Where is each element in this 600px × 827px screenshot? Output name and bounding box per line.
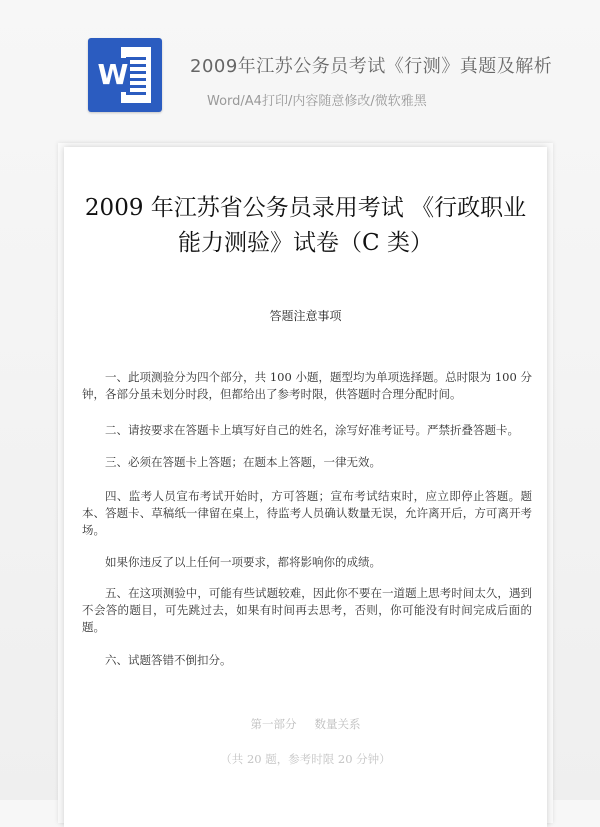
notice-heading: 答题注意事项	[269, 309, 342, 323]
section-heading	[64, 716, 547, 732]
notice-paragraph-4: 四、监考人员宣布考试开始时，方可答题；宣布考试结束时，应立即停止答题。题本、答题卡、草稿纸一律留在桌上，待监考人员确认数量无误，允许离开后，方可离开考场。	[82, 489, 532, 537]
section-name: 数量关系	[314, 717, 361, 731]
notice-paragraph-6: 六、试题答错不倒扣分。	[105, 653, 232, 667]
notice-warning: 如果你违反了以上任何一项要求，都将影响你的成绩。	[105, 555, 381, 569]
notice-paragraph-5: 五、在这项测验中，可能有些试题较难，因此你不要在一道题上思考时间太久，遇到不会答的题目，可先跳过去，如果有时间再去思考，否则，你可能没有时间完成后面的题。	[82, 586, 532, 634]
word-document-icon	[88, 38, 162, 112]
section-part: 第一部分	[250, 717, 297, 731]
word-icon-letter: W	[97, 58, 129, 91]
document-page	[64, 147, 547, 827]
header	[0, 0, 600, 130]
notice-paragraph-2: 二、请按要求在答题卡上填写好自己的姓名，涂写好准考证号。严禁折叠答题卡。	[105, 423, 519, 437]
notice-paragraph-1: 一、此项测验分为四个部分，共 100 小题，题型均为单项选择题。总时限为 100 分钟，各部分虽未划分时段，但都给出了参考时限，供答题时合理分配时间。	[82, 370, 532, 401]
exam-title: 2009 年江苏省公务员录用考试 《行政职业能力测验》试卷（C 类）	[84, 195, 527, 256]
document-file-title: 2009年江苏公务员考试《行测》真题及解析	[190, 56, 553, 77]
notice-paragraph-3: 三、必须在答题卡上答题；在题本上答题，一律无效。	[105, 455, 381, 469]
document-file-subtitle: Word/A4打印/内容随意修改/微软雅黑	[207, 94, 427, 109]
section-note: （共 20 题，参考时限 20 分钟）	[220, 752, 391, 766]
